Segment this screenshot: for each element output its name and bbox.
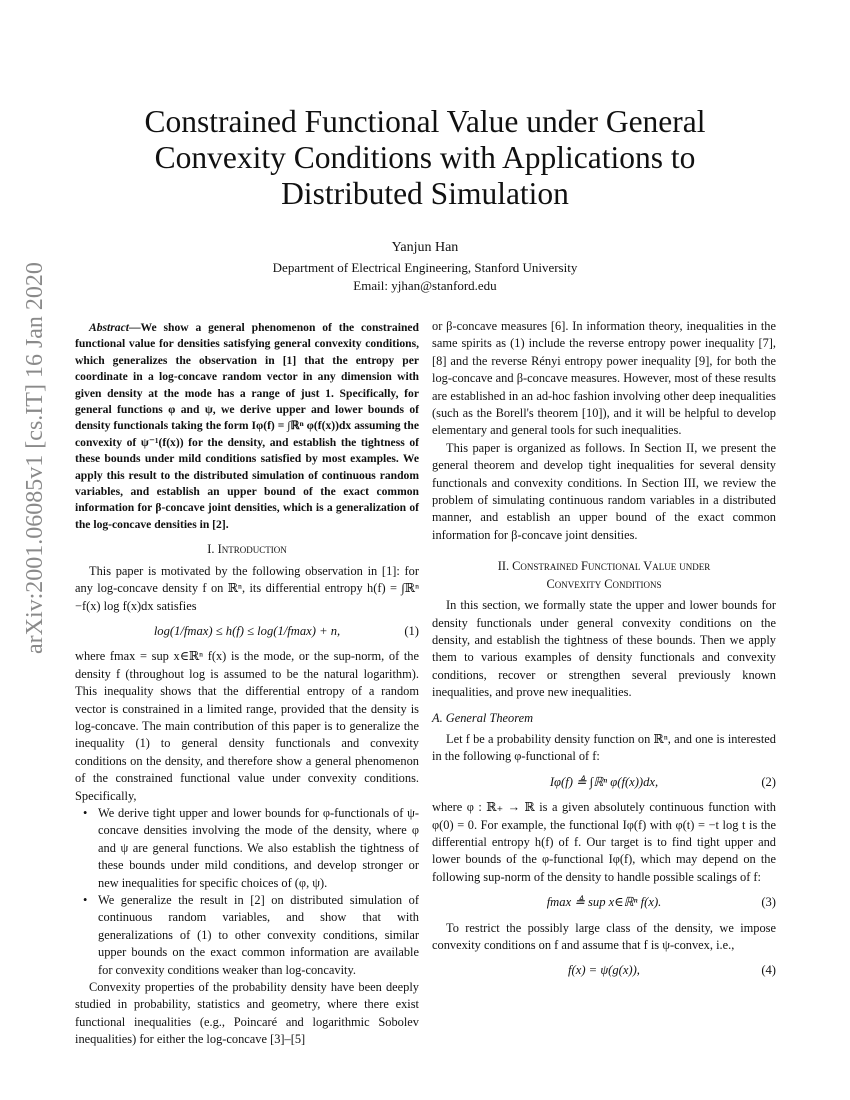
paragraph: To restrict the possibly large class of the density, we impose convexity conditions on f and assume that f is ψ-convex, i.e., [432,920,776,952]
title-line: Distributed Simulation [281,176,569,211]
arxiv-stamp: arXiv:2001.06085v1 [cs.IT] 16 Jan 2020 [22,262,48,654]
equation-number: (2) [761,774,776,789]
equation-2 [432,774,776,791]
section-heading [432,558,776,593]
paragraph: where φ : ℝ₊ → ℝ is a given absolutely continuous function with φ(0) = 0. For example, the functional Iφ(f) with φ(t) = −t log t is the differential entropy h(f) of f. Our target is to find tight upper and lower bounds of the φ-functional Iφ(f), which may depend on the following sup-norm of the density to handle possible scalings of f: [432,800,776,884]
equation-text: f(x) = ψ(g(x)), [568,963,640,978]
equation-4 [432,962,776,979]
paragraph: This paper is motivated by the following observation in [1]: for any log-concave density f on ℝⁿ, its differential entropy h(f) = ∫ℝⁿ −f(x) log f(x)dx satisfies [75,563,419,613]
right-column [432,318,776,988]
paragraph: or β-concave measures [6]. In information theory, inequalities in the same spirits as (1) include the reverse entropy power inequality [7], [8] and the reverse Rényi entropy power inequality [9], for both the log-concave and β-concave measures. However, most of these results are established in an ad-hoc fashion involving other deep inequalities (such as the Borell's theorem [10]), and it will be helpful to develop elementary and general tools for such inequalities. [432,319,776,438]
equation-number: (1) [404,623,419,638]
equation-1 [75,623,419,640]
equation-number: (4) [761,963,776,978]
abstract-label: Abstract [89,321,129,334]
equation-text: log(1/fmax) ≤ h(f) ≤ log(1/fmax) + n, [153,623,341,638]
equation-number: (3) [761,895,776,910]
paragraph: Convexity properties of the probability density have been deeply studied in probability, statistics and geometry, where there exist functional inequalities (e.g., Poincaré and logarithmic Sobolev inequalities) for either the log-concave [3]–[5] [75,980,419,1047]
equation-3 [432,894,776,911]
heading-line: II. Constrained Functional Value under [497,559,711,574]
abstract [75,320,419,533]
affiliation: Department of Electrical Engineering, Stanford University [272,260,578,275]
paragraph: Let f be a probability density function on ℝⁿ, and one is interested in the following φ-functional of f: [432,731,776,764]
title-line: Convexity Conditions with Applications to [154,140,696,175]
section-heading: I. Introduction [207,542,287,557]
bullet-item: • We generalize the result in [2] on distributed simulation of continuous random variables, and show that with generalizations of (1) to other convexity conditions, similar upper bounds on the exact common information are available for convexity conditions weaker than log-concavity. [75,892,419,979]
title-line: Constrained Functional Value under General [144,104,706,139]
paper-title [75,104,775,212]
equation-text: Iφ(f) ≜ ∫ℝⁿ φ(f(x))dx, [549,774,659,789]
paragraph: where fmax = sup x∈ℝⁿ f(x) is the mode, or the sup-norm, of the density f (throughout log is assumed to be the natural logarithm). This inequality shows that the differential entropy of a random vector is constrained in a limited range, provided that the density is log-concave. The main contribution of this paper is to generalize the inequality (1) to general density functionals and convexity conditions on the density, and therefore show a general phenomenon of the constrained functional value under convexity conditions. Specifically, [75,649,419,803]
paragraph: In this section, we formally state the upper and lower bounds for density functionals under general convexity conditions on the density, and establish the tightness of these bounds. Then we apply them to various examples of density functionals and convexity conditions, recover or strengthen several previously known inequalities, and prove new inequalities. [432,598,776,700]
author-name: Yanjun Han [391,240,459,255]
paragraph: This paper is organized as follows. In Section II, we present the general theorem and develop tight inequalities for several density functionals and convexity conditions. In Section III, we review the problem of simulating continuous random variables in a distributed manner, and establish an upper bound of the exact common information for β-concave joint densities. [432,440,776,542]
heading-line: Convexity Conditions [546,576,662,591]
abstract-text: —We show a general phenomenon of the constrained functional value for densities satisfying general convexity conditions, which generalizes the observation in [1] that the entropy per coordinate in a log-concave random vector in any dimension with given density at the mode has a range of just 1. Specifically, for general functions φ and ψ, we derive upper and lower bounds of density functionals taking the form Iφ(f) = ∫ℝⁿ φ(f(x))dx assuming the convexity of ψ⁻¹(f(x)) for the density, and establish the tightness of these bounds under mild conditions satisfied by most examples. We apply this result to the distributed simulation of continuous random variables, and establish an upper bound of the exact common information for β-concave joint densities, which is a generalization of the log-concave densities in [2]. [75,321,419,531]
subsection-heading: A. General Theorem [432,710,534,725]
equation-text: fmax ≜ sup x∈ℝⁿ f(x). [546,895,662,910]
left-column [75,320,419,1049]
email: Email: yjhan@stanford.edu [353,278,497,293]
bullet-item: • We derive tight upper and lower bounds for φ-functionals of ψ-concave densities involving the mode of the density, where φ and ψ are general functions. We also establish the tightness of these bounds under mild conditions, and develop stronger or new inequalities for specific choices of (φ, ψ). [75,805,419,892]
